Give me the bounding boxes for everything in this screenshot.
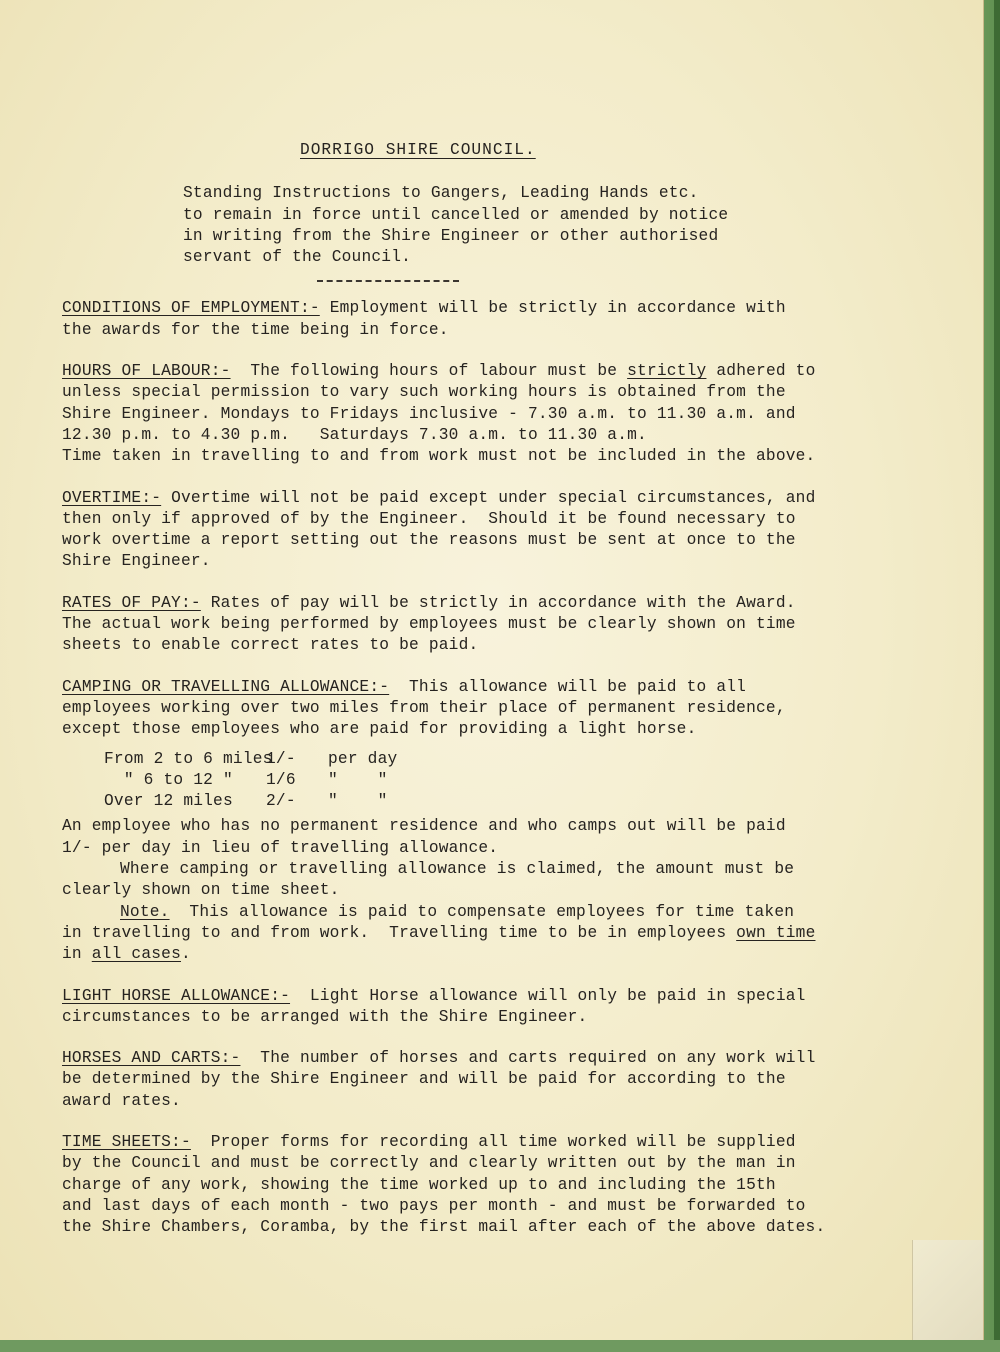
section-text: Employment will be strictly in accordance with	[319, 299, 786, 318]
section-heading: RATES OF PAY:-	[62, 593, 201, 612]
section-text: sheets to enable correct rates to be paid.	[62, 636, 479, 655]
rate-distance: From 2 to 6 miles	[104, 749, 273, 768]
rate-amount: 1/-	[266, 749, 296, 768]
rate-unit: " "	[328, 792, 388, 811]
section-text: work overtime a report setting out the reasons must be sent at once to the	[62, 531, 796, 550]
section-text: except those employees who are paid for providing a light horse.	[62, 720, 697, 739]
section-text: by the Council and must be correctly and clearly written out by the man in	[62, 1154, 796, 1173]
section-text: award rates.	[62, 1091, 181, 1110]
intro-line: in writing from the Shire Engineer or other authorised	[183, 226, 719, 245]
rate-distance: " 6 to 12 "	[104, 770, 233, 789]
section-text: An employee who has no permanent residence and who camps out will be paid	[62, 817, 786, 836]
section-text: then only if approved of by the Engineer. Should it be found necessary to	[62, 509, 796, 528]
section-text: This allowance will be paid to all	[389, 677, 747, 696]
section-heading: CAMPING OR TRAVELLING ALLOWANCE:-	[62, 677, 390, 696]
section-light-horse-allowance	[62, 986, 922, 1029]
note-label: Note.	[120, 902, 170, 921]
rate-unit: per day	[328, 749, 398, 768]
intro-line: servant of the Council.	[183, 248, 412, 267]
intro-line: to remain in force until cancelled or amended by notice	[183, 205, 729, 224]
section-text: adhered to	[706, 362, 816, 381]
section-overtime	[62, 488, 922, 573]
rate-amount: 1/6	[266, 770, 296, 789]
document-body	[62, 140, 922, 1238]
rate-unit: " "	[328, 770, 388, 789]
section-text: The following hours of labour must be	[230, 362, 628, 381]
section-conditions-of-employment	[62, 298, 922, 341]
section-text: The number of horses and carts required on any work will	[240, 1049, 816, 1068]
section-text: unless special permission to vary such working hours is obtained from the	[62, 383, 786, 402]
section-text: Proper forms for recording all time worked will be supplied	[190, 1132, 796, 1151]
bottom-backing-strip	[0, 1340, 1000, 1352]
section-text: Rates of pay will be strictly in accordance with the Award.	[200, 593, 796, 612]
section-heading: CONDITIONS OF EMPLOYMENT:-	[62, 299, 320, 318]
section-camping-travelling-allowance	[62, 677, 922, 966]
rates-row	[104, 749, 922, 770]
emphasis-strictly: strictly	[627, 362, 707, 381]
section-text: Light Horse allowance will only be paid in special	[290, 986, 806, 1005]
emphasis-own-time: own time	[736, 923, 816, 942]
document-title: DORRIGO SHIRE COUNCIL.	[300, 141, 536, 159]
section-heading: HOURS OF LABOUR:-	[62, 362, 231, 381]
section-horses-and-carts	[62, 1048, 922, 1112]
section-text: employees working over two miles from their place of permanent residence,	[62, 698, 786, 717]
section-text: Time taken in travelling to and from work must not be included in the above.	[62, 447, 816, 466]
section-text: This allowance is paid to compensate employees for time taken	[169, 902, 795, 921]
section-text: circumstances to be arranged with the Shire Engineer.	[62, 1007, 588, 1026]
section-text: Shire Engineer. Mondays to Fridays inclusive - 7.30 a.m. to 11.30 a.m. and	[62, 404, 796, 423]
section-hours-of-labour	[62, 361, 922, 467]
paper-folded-corner	[912, 1240, 983, 1340]
backing-edge	[994, 0, 1000, 1352]
section-text: Overtime will not be paid except under special circumstances, and	[161, 488, 816, 507]
section-text: clearly shown on time sheet.	[62, 881, 340, 900]
section-text: Shire Engineer.	[62, 552, 211, 571]
section-text: 1/- per day in lieu of travelling allowance.	[62, 838, 499, 857]
intro-line: Standing Instructions to Gangers, Leading Hands etc.	[183, 184, 699, 203]
section-text: in	[62, 945, 92, 964]
section-heading: HORSES AND CARTS:-	[62, 1049, 241, 1068]
dashed-divider	[317, 280, 459, 282]
section-text: .	[180, 945, 191, 964]
section-heading: LIGHT HORSE ALLOWANCE:-	[62, 986, 291, 1005]
section-text: and last days of each month - two pays per month - and must be forwarded to	[62, 1196, 806, 1215]
rates-row	[104, 791, 922, 812]
section-text: in travelling to and from work. Travelling time to be in employees	[62, 923, 737, 942]
section-text: charge of any work, showing the time worked up to and including the 15th	[62, 1175, 776, 1194]
section-text: Where camping or travelling allowance is claimed, the amount must be	[120, 860, 795, 879]
section-text: 12.30 p.m. to 4.30 p.m. Saturdays 7.30 a.m. to 11.30 a.m.	[62, 425, 647, 444]
section-text: be determined by the Shire Engineer and will be paid for according to the	[62, 1070, 786, 1089]
section-text: the Shire Chambers, Coramba, by the first mail after each of the above dates.	[62, 1218, 826, 1237]
section-text: the awards for the time being in force.	[62, 320, 449, 339]
rate-distance: Over 12 miles	[104, 792, 233, 811]
section-heading: TIME SHEETS:-	[62, 1132, 191, 1151]
emphasis-all-cases: all cases	[91, 945, 181, 964]
rates-row	[104, 770, 922, 791]
section-heading: OVERTIME:-	[62, 488, 162, 507]
allowance-rates-table	[104, 749, 922, 813]
section-text: The actual work being performed by employees must be clearly shown on time	[62, 615, 796, 634]
section-time-sheets	[62, 1132, 922, 1238]
intro-paragraph	[183, 183, 922, 268]
rate-amount: 2/-	[266, 792, 296, 811]
section-rates-of-pay	[62, 593, 922, 657]
